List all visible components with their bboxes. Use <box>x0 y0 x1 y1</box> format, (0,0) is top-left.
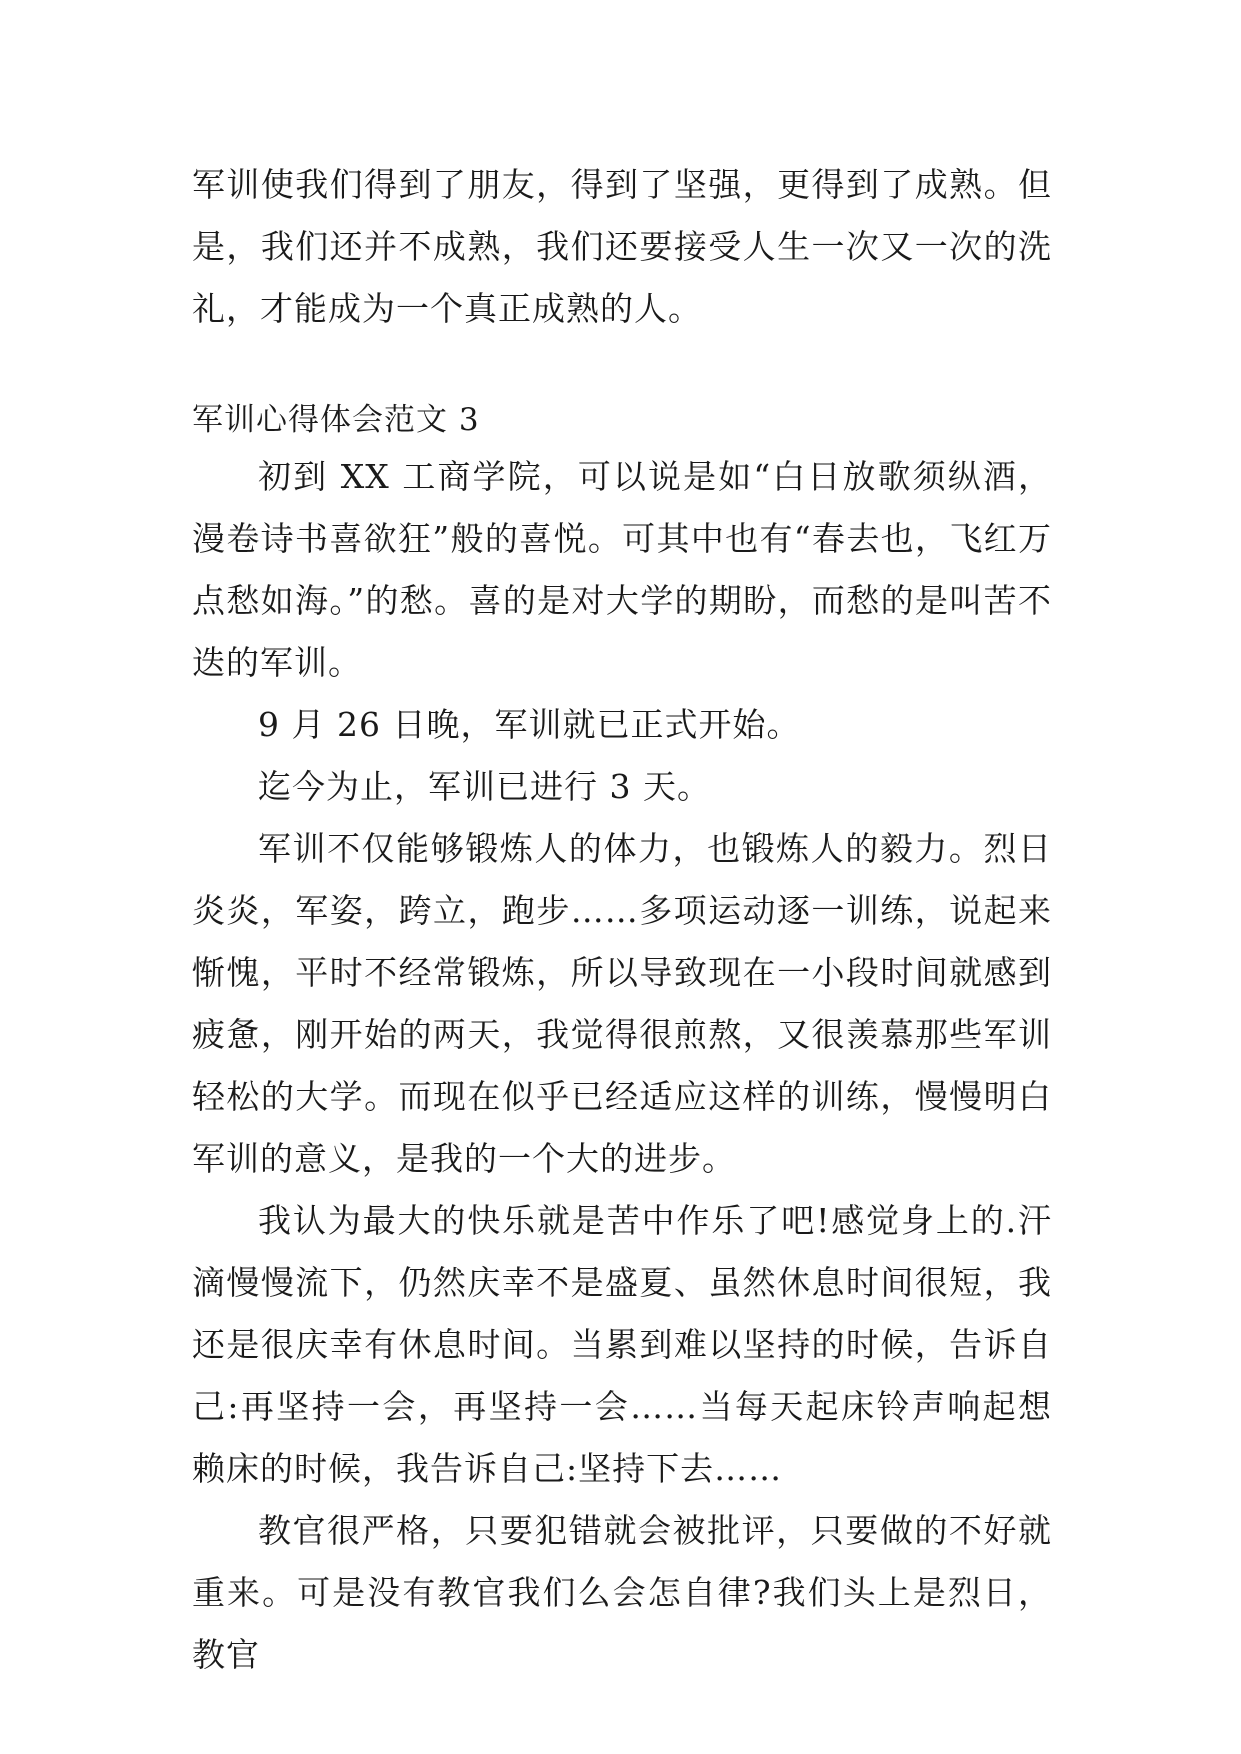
intro-paragraph-block <box>192 154 1052 340</box>
paragraph: 教官很严格，只要犯错就会被批评，只要做的不好就重来。可是没有教官我们么会怎自律?我们头上是烈日，教官 <box>192 1511 1052 1674</box>
section-title: 军训心得体会范文 3 <box>192 402 480 438</box>
paragraph: 军训不仅能够锻炼人的体力，也锻炼人的毅力。烈日炎炎，军姿，跨立，跑步……多项运动逐一训练，说起来惭愧，平时不经常锻炼，所以导致现在一小段时间就感到疲惫，刚开始的两天，我觉得很煎熬，又很羡慕那些军训轻松的大学。而现在似乎已经适应这样的训练，慢慢明白军训的意义，是我的一个大的进步。 <box>192 829 1052 1178</box>
paragraph: 我认为最大的快乐就是苦中作乐了吧!感觉身上的.汗滴慢慢流下，仍然庆幸不是盛夏、虽然休息时间很短，我还是很庆幸有休息时间。当累到难以坚持的时候，告诉自己:再坚持一会，再坚持一会……当每天起床铃声响起想赖床的时候，我告诉自己:坚持下去…… <box>192 1201 1052 1488</box>
intro-paragraph: 军训使我们得到了朋友，得到了坚强，更得到了成熟。但是，我们还并不成熟，我们还要接受人生一次又一次的洗礼，才能成为一个真正成熟的人。 <box>192 165 1052 328</box>
paragraph: 迄今为止，军训已进行 3 天。 <box>258 767 711 806</box>
body-text <box>192 446 1052 1686</box>
paragraph: 9 月 26 日晚，军训就已正式开始。 <box>258 705 801 744</box>
paragraph: 初到 XX 工商学院，可以说是如“白日放歌须纵酒，漫卷诗书喜欲狂”般的喜悦。可其中也有“春去也，飞红万点愁如海。”的愁。喜的是对大学的期盼，而愁的是叫苦不迭的军训。 <box>192 457 1052 682</box>
